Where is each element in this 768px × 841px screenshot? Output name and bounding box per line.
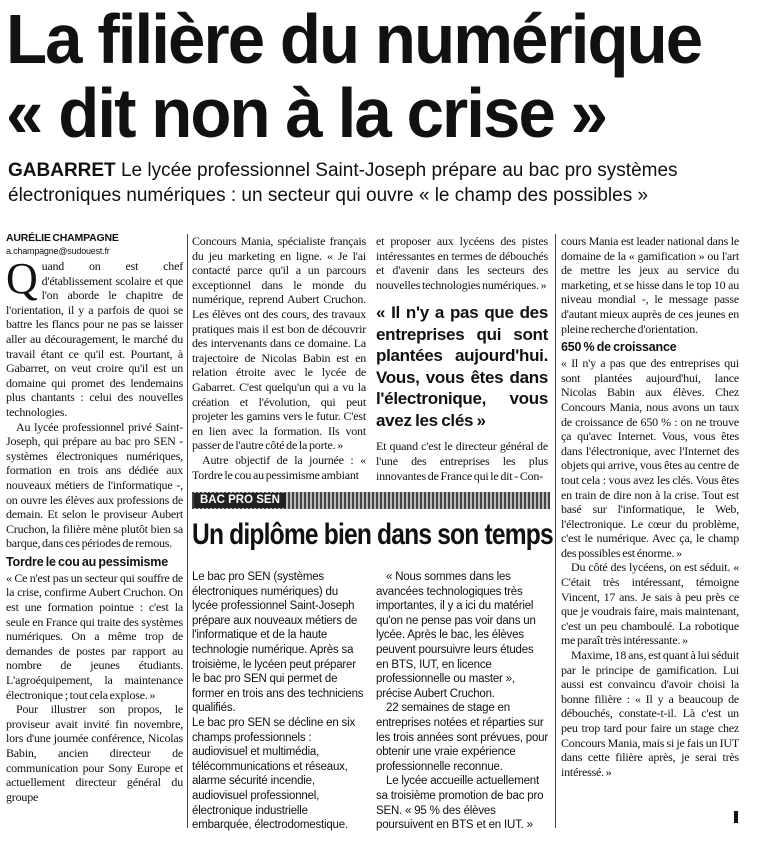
deck-place: GABARRET [8,160,116,181]
article-paragraph: Autre objectif de la journée : « Tordre le cou au pessimisme ambiant [192,452,366,482]
deck-text: Le lycée professionnel Saint-Joseph prépare au bac pro systèmes électroniques numériques : un secteur qui ouvre « le champ des possibles » [8,160,678,206]
article-paragraph: Et quand c'est le directeur général de l'une des entreprises les plus innovantes de France qui le dit - Con- [376,439,548,483]
sidebar-headline: Un diplôme bien dans son temps [192,518,553,551]
sidebar-paragraph: « Nous sommes dans les avancées technologiques très importantes, il y a ici du matériel qu'on ne pense pas voir dans un lycée. Après le bac, les élèves peuvent poursuivre leurs études en BTS, IUT, en licence professionnelle ou master », précise Aubert Cruchon. [376,571,536,700]
article-paragraph: « Il n'y a pas que des entreprises qui sont plantées aujourd'hui, lance Nicolas Babin aux élèves. Chez Concours Mania, nous avons un taux de croissance de 650 % : on ne trouve ça qu'avec Internet. Vous, vous êtes dans l'électronique, avec l'Internet des objets qui arrive, vous êtes au centre de tout cela : vous avez les clés. Vous êtes en train de dire non à la crise. Tout est basé sur l'informatique, le Web, l'électronique. Le cœur du problème, c'est le numérique. Avec ça, le champ des possibles est énorme. » [561,356,739,560]
article-paragraph: « Ce n'est pas un secteur qui souffre de la crise, confirme Aubert Cruchon. On est une formation pointue : c'est la seule en France qui traite des systèmes numériques. On a même trop de demandes de postes par rapport au nombre de jeunes étudiants. L'agroéquipement, la maintenance électronique ; tout cela explose. » [6,570,183,702]
byline-email: a.champagne@sudouest.fr [6,246,110,256]
article-column-4 [561,234,739,779]
article-paragraph: Pour illustrer son propos, le proviseur avait invité fin novembre, lors d'une journée conférence, Nicolas Babin, ancien directeur de communication pour Sony Europe et actuellement directeur général du groupe [6,702,183,804]
sidebar-paragraph: Le bac pro SEN (systèmes électroniques numériques) du lycée professionnel Saint-Joseph prépare aux nouveaux métiers de l'informatique et de la haute technologie numérique. Après sa troisième, le lycéen peut préparer le bac pro SEN qui permet de former en trois ans des techniciens qualifiés. [192,571,364,715]
end-mark [734,811,738,823]
sidebar-column-b [376,570,548,833]
article-paragraph [6,254,183,420]
article-paragraph: Maxime, 18 ans, est quant à lui séduit par le principe de gamification. Lui aussi est convaincu d'avoir choisi la bonne filière : « Il y a beaucoup de débouchés, constate-t-il. Là c'est un peu trop tard pour faire un stage chez Concours Mania, mais si je fais un IUT dans cette filière après, je serai très intéressé. » [561,648,739,779]
sidebar-paragraph: Le bac pro SEN se décline en six champs professionnels : audiovisuel et multimédia, télécommunications et réseaux, alarme sécurité incendie, audiovisuel professionnel, électronique industrielle embarquée, électrodomestique. [192,716,356,832]
article-column-2 [192,234,366,482]
sidebar-paragraph: Le lycée accueille actuellement sa troisième promotion de bac pro SEN. « 95 % des élèves poursuivent en BTS et en IUT. » [376,775,544,832]
article-column-1 [6,232,183,804]
sidebar-paragraph: 22 semaines de stage en entreprises notées et réparties sur les trois années sont prévues, pour obtenir une vraie expérience professionnelle reconnue. [376,702,548,773]
sidebar-column-a [192,570,364,833]
article-column-3 [376,234,548,483]
sidebar-kicker: BAC PRO SEN [194,493,286,508]
headline-line-1: La filière du numérique [6,0,702,78]
article-paragraph: Du côté des lycéens, on est séduit. « C'était très intéressant, témoigne Vincent, 17 ans. Je sais à peu près ce que je voudrais faire, mais maintenant, c'est un peu chamboulé. La robotique me paraît très intéressante. » [561,560,739,648]
article-paragraph: cours Mania est leader national dans le domaine de la « gamification » ou l'art de mettre les jeux au service du marketing, et se hisse dans le top 10 au niveau mondial -, le message passe d'autant mieux auprès de ces jeunes en pleine recherche d'orientation. [561,234,739,336]
article-paragraph: Au lycée professionnel privé Saint-Joseph, qui prépare au bac pro SEN - systèmes électroniques numériques, formation en trois ans dédiée aux nouveaux métiers de l'informatique -, on ouvre les élèves aux professions de demain. Et selon le proviseur Aubert Cruchon, la filière mène plutôt bien sa barque, dans ces périodes de remous. [6,419,183,551]
deck [8,158,760,208]
paragraph-text: uand on est chef d'établissement scolaire et que l'on aborde le chapitre de l'orientation, il y a parfois de quoi se battre les flancs pour ne pas se laisser aller au découragement, le marché du travail étant ce qu'il est. Pourtant, à Gabarret, on veut croire qu'il est un domaine qui promet des lendemains plus chantants : celui des nouvelles technologies. [6,259,183,419]
column-rule [555,234,556,828]
column-rule [187,234,188,828]
article-paragraph: Concours Mania, spécialiste français du jeu marketing en ligne. « Je l'ai contacté parce qu'il a un parcours exceptionnel dans le monde du numérique, reprend Aubert Cruchon. Les élèves ont des cours, des travaux pratiques mais il est bon de découvrir des intervenants dans ce domaine. La trajectoire de Nicolas Babin est en relation étroite avec le lycée de Gabarret. C'est quelqu'un qui a vu la création et l'évolution, qui peut projeter les gamins vers le futur. C'est en lien avec la formation. Ils vont passer de l'autre côté de la porte. » [192,234,366,453]
headline-line-2: « dit non à la crise » [6,74,607,152]
byline-author: AURÉLIE CHAMPAGNE [6,232,119,244]
article-paragraph: et proposer aux lycéens des pistes intéressantes en termes de débouchés et d'avenir dans les secteurs des nouvelles technologies numériques. » [376,234,548,292]
pull-quote: « Il n'y a pas que des entreprises qui sont plantées aujourd'hui. Vous, vous êtes dans l'électronique, vous avez les clés » [376,303,548,430]
subheading-croissance: 650 % de croissance [561,340,677,355]
subheading-pessimisme: Tordre le cou au pessimisme [6,554,168,569]
drop-cap: Q [6,254,38,303]
